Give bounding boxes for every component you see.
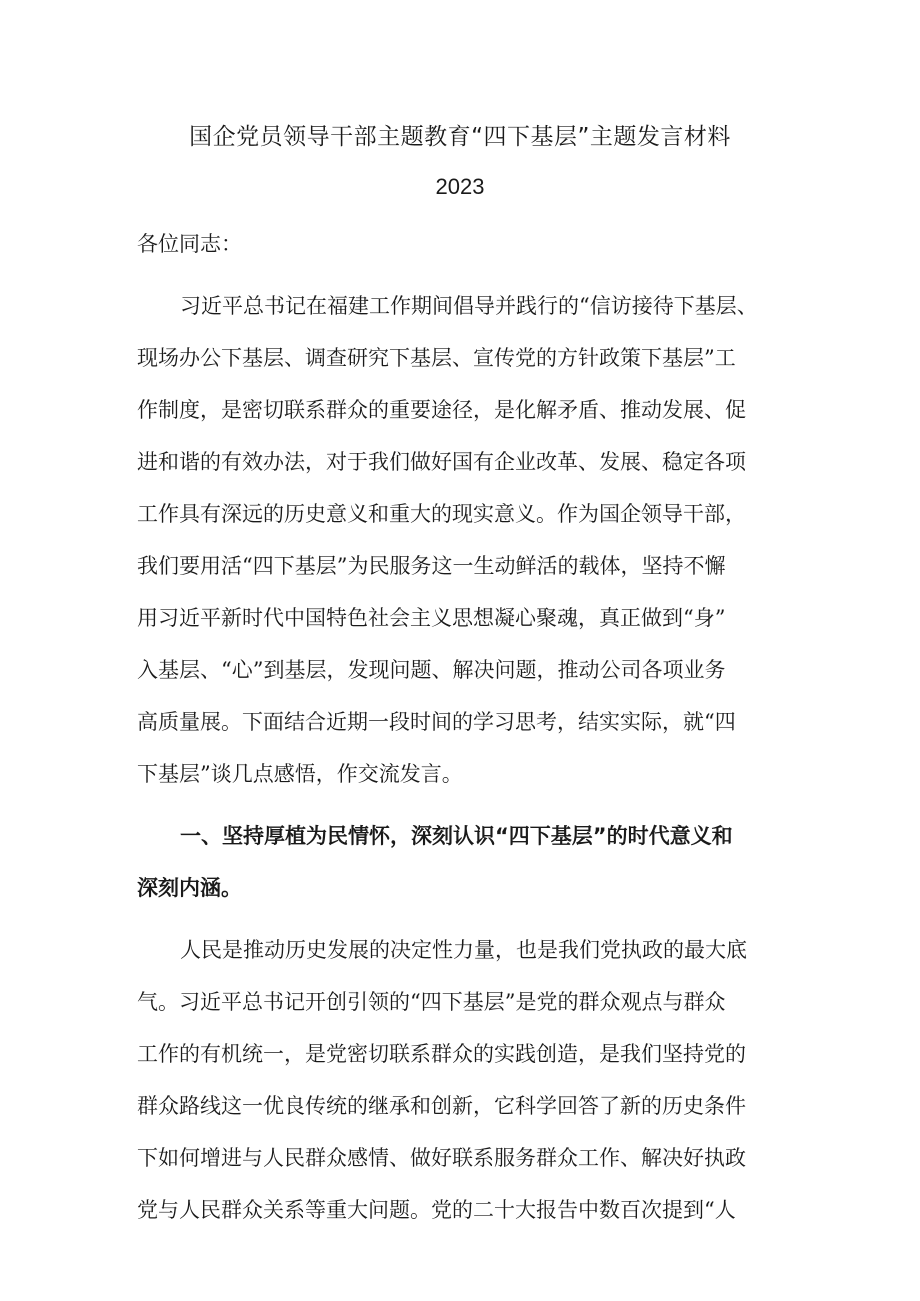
section-heading: 一、坚持厚植为民情怀，深刻认识“四下基层”的时代意义和 [180, 824, 733, 848]
paragraph2-line: 气。习近平总书记开创引领的“四下基层”是党的群众观点与群众 [137, 990, 726, 1014]
document-year: 2023 [435, 174, 485, 199]
paragraph1-line: 工作具有深远的历史意义和重大的现实意义。作为国企领导干部， [137, 502, 746, 526]
paragraph2-line: 工作的有机统一，是党密切联系群众的实践创造，是我们坚持党的 [137, 1042, 746, 1066]
section-heading: 深刻内涵。 [137, 876, 242, 900]
paragraph1-line: 入基层、“心”到基层，发现问题、解决问题，推动公司各项业务 [137, 658, 726, 682]
paragraph1-line: 下基层”谈几点感悟，作交流发言。 [137, 762, 463, 786]
paragraph1-line: 习近平总书记在福建工作期间倡导并践行的“信访接待下基层、 [180, 294, 758, 318]
paragraph2-line: 党与人民群众关系等重大问题。党的二十大报告中数百次提到“人 [137, 1198, 736, 1222]
paragraph1-line: 进和谐的有效办法，对于我们做好国有企业改革、发展、稳定各项 [137, 450, 746, 474]
paragraph1-line: 我们要用活“四下基层”为民服务这一生动鲜活的载体，坚持不懈 [137, 554, 726, 578]
paragraph1-line: 用习近平新时代中国特色社会主义思想凝心聚魂，真正做到“身” [137, 606, 726, 630]
salutation: 各位同志： [137, 232, 242, 256]
document-title: 国企党员领导干部主题教育“四下基层”主题发言材料 [189, 124, 731, 150]
paragraph2-line: 群众路线这一优良传统的继承和创新，它科学回答了新的历史条件 [137, 1094, 746, 1118]
paragraph2-line: 人民是推动历史发展的决定性力量，也是我们党执政的最大底 [180, 938, 747, 962]
paragraph2-line: 下如何增进与人民群众感情、做好联系服务群众工作、解决好执政 [137, 1146, 746, 1170]
paragraph1-line: 高质量展。下面结合近期一段时间的学习思考，结实实际，就“四 [137, 710, 736, 734]
paragraph1-line: 作制度，是密切联系群众的重要途径，是化解矛盾、推动发展、促 [137, 398, 746, 422]
paragraph1-line: 现场办公下基层、调查研究下基层、宣传党的方针政策下基层”工 [137, 346, 736, 370]
